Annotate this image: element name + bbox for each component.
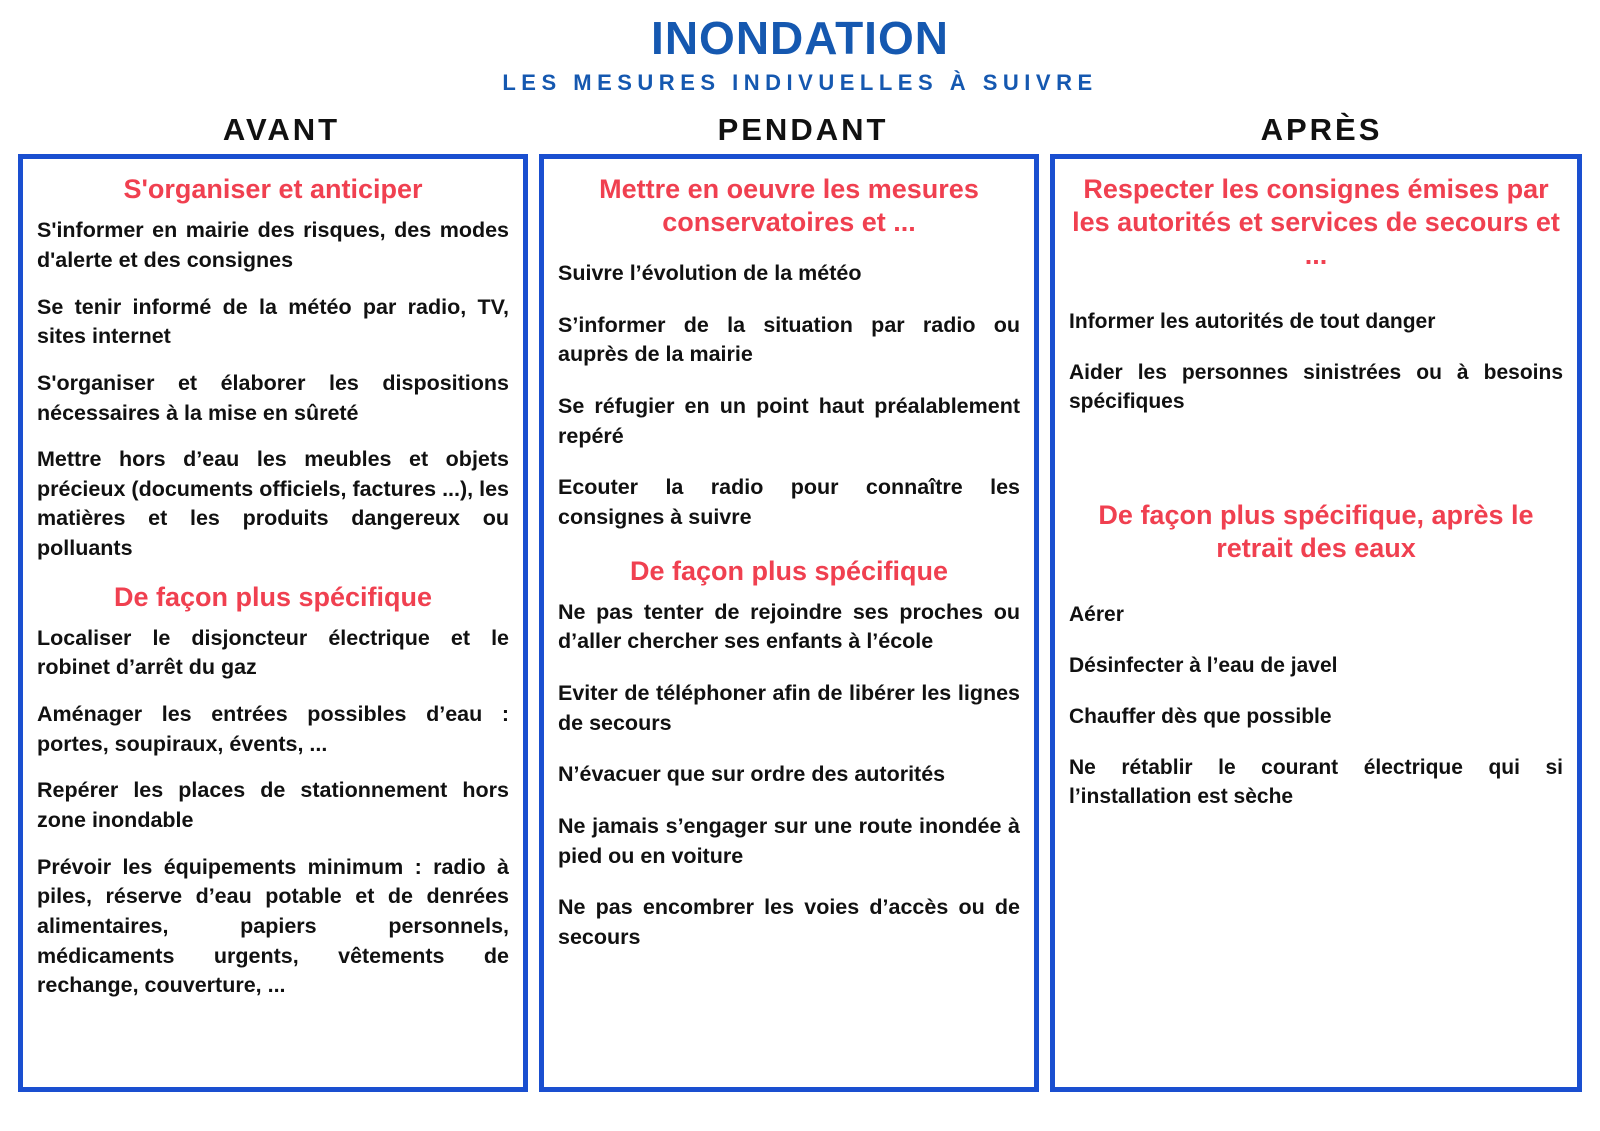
list-item: Informer les autorités de tout danger: [1069, 310, 1436, 334]
list-item: Ne pas encombrer les voies d’accès ou de secours: [558, 895, 1020, 949]
poster-header: [0, 0, 1600, 96]
list-item: Se réfugier en un point haut préalablement repéré: [558, 394, 1020, 448]
list-item: Ne pas tenter de rejoindre ses proches ou d’aller chercher ses enfants à l’école: [558, 599, 1020, 654]
section-title: De façon plus spécifique: [629, 555, 949, 586]
list-item: Aérer: [1069, 602, 1124, 626]
column-avant: [18, 154, 528, 1092]
spacer: [1069, 439, 1563, 495]
section-title: De façon plus spécifique, après le retrait des eaux: [1098, 500, 1534, 563]
list-item: Ne rétablir le courant électrique qui si l’installation est sèche: [1069, 755, 1563, 808]
section-title: Mettre en oeuvre les mesures conservatoires et ...: [599, 174, 979, 238]
list-item: Aménager les entrées possibles d’eau : portes, soupiraux, évents, ...: [37, 702, 509, 756]
list-item: S’informer de la situation par radio ou auprès de la mairie: [558, 312, 1020, 367]
spacer: [1069, 282, 1563, 308]
column-pendant: [539, 154, 1039, 1092]
column-headings: [0, 112, 1600, 148]
list-item: Localiser le disjoncteur électrique et le robinet d’arrêt du gaz: [37, 625, 509, 680]
column-heading-avant: AVANT: [222, 112, 341, 148]
list-item: Mettre hors d’eau les meubles et objets précieux (documents officiels, factures ...), les matières et les produits dangereux ou polluants: [37, 447, 509, 561]
page-subtitle: LES MESURES INDIVUELLES À SUIVRE: [502, 70, 1098, 96]
list-item: Désinfecter à l’eau de javel: [1069, 653, 1338, 677]
list-item: Eviter de téléphoner afin de libérer les lignes de secours: [558, 681, 1020, 735]
spacer: [558, 249, 1020, 259]
list-item: Chauffer dès que possible: [1069, 704, 1332, 728]
section-title: Respecter les consignes émises par les autorités et services de secours et ...: [1072, 174, 1560, 271]
section-title: S'organiser et anticiper: [123, 174, 423, 205]
page-title: INONDATION: [651, 12, 949, 64]
list-item: Prévoir les équipements minimum : radio à piles, réserve d’eau potable et de denrées alimentaires, papiers personnels, médicaments urgents, vêtements de rechange, couverture, ...: [37, 854, 509, 998]
list-item: Ne jamais s’engager sur une route inondée à pied ou en voiture: [558, 813, 1020, 868]
list-item: S'informer en mairie des risques, des modes d'alerte et des consignes: [37, 218, 509, 272]
list-item: Suivre l’évolution de la météo: [558, 261, 862, 286]
list-item: Ecouter la radio pour connaître les consignes à suivre: [558, 475, 1020, 530]
column-heading-apres: APRÈS: [1260, 112, 1383, 148]
list-item: N’évacuer que sur ordre des autorités: [558, 762, 946, 787]
list-item: Aider les personnes sinistrées ou à besoins spécifiques: [1069, 361, 1563, 414]
column-heading-pendant: PENDANT: [717, 112, 889, 148]
spacer: [1069, 575, 1563, 601]
columns-container: [0, 154, 1600, 1092]
column-apres: [1050, 154, 1582, 1092]
section-title: De façon plus spécifique: [113, 581, 433, 612]
list-item: Repérer les places de stationnement hors zone inondable: [37, 778, 509, 833]
list-item: Se tenir informé de la météo par radio, TV, sites internet: [37, 294, 509, 349]
list-item: S'organiser et élaborer les dispositions nécessaires à la mise en sûreté: [37, 370, 509, 425]
